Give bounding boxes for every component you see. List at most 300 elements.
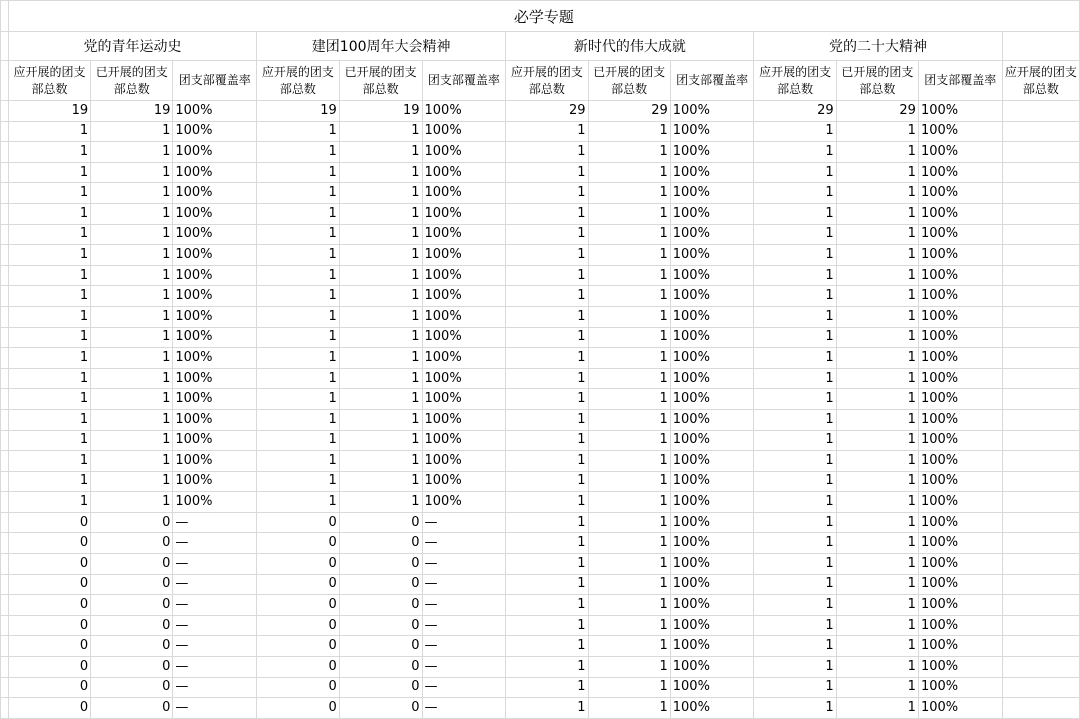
rate-cell[interactable]: 100% <box>422 327 506 348</box>
count-cell[interactable]: 1 <box>257 245 340 266</box>
count-cell[interactable]: 19 <box>257 101 340 122</box>
count-cell[interactable]: 1 <box>506 677 588 698</box>
rate-cell[interactable]: 100% <box>918 389 1002 410</box>
count-cell[interactable]: 1 <box>91 286 173 307</box>
row-gutter[interactable] <box>1 657 9 678</box>
rate-cell[interactable]: — <box>173 574 257 595</box>
group-header-cell[interactable]: 建团100周年大会精神 <box>257 32 506 61</box>
rate-cell[interactable]: 100% <box>173 327 257 348</box>
rate-cell[interactable]: 100% <box>670 595 754 616</box>
count-cell[interactable]: 0 <box>8 615 90 636</box>
empty-cell[interactable] <box>1002 245 1079 266</box>
rate-cell[interactable]: 100% <box>422 265 506 286</box>
empty-cell[interactable] <box>1002 471 1079 492</box>
row-gutter[interactable] <box>1 409 9 430</box>
count-cell[interactable]: 1 <box>588 595 670 616</box>
rate-cell[interactable]: 100% <box>918 430 1002 451</box>
row-gutter[interactable] <box>1 101 9 122</box>
rate-cell[interactable]: 100% <box>422 286 506 307</box>
count-cell[interactable]: 1 <box>754 121 836 142</box>
count-cell[interactable]: 1 <box>506 471 588 492</box>
rate-cell[interactable]: 100% <box>918 636 1002 657</box>
count-cell[interactable]: 1 <box>257 368 340 389</box>
count-cell[interactable]: 1 <box>836 595 918 616</box>
count-cell[interactable]: 1 <box>588 348 670 369</box>
count-cell[interactable]: 1 <box>836 348 918 369</box>
count-cell[interactable]: 1 <box>754 389 836 410</box>
rate-cell[interactable]: 100% <box>918 101 1002 122</box>
count-cell[interactable]: 1 <box>836 492 918 513</box>
count-cell[interactable]: 1 <box>339 142 422 163</box>
rate-cell[interactable]: — <box>422 533 506 554</box>
row-gutter[interactable] <box>1 492 9 513</box>
count-cell[interactable]: 1 <box>91 224 173 245</box>
count-cell[interactable]: 0 <box>91 636 173 657</box>
rate-cell[interactable]: 100% <box>918 409 1002 430</box>
rate-cell[interactable]: 100% <box>918 657 1002 678</box>
count-cell[interactable]: 1 <box>754 286 836 307</box>
rate-cell[interactable]: 100% <box>670 389 754 410</box>
count-cell[interactable]: 1 <box>836 698 918 719</box>
count-cell[interactable]: 1 <box>506 657 588 678</box>
empty-cell[interactable] <box>1002 615 1079 636</box>
rate-cell[interactable]: 100% <box>173 142 257 163</box>
count-cell[interactable]: 1 <box>91 348 173 369</box>
empty-cell[interactable] <box>1002 286 1079 307</box>
count-cell[interactable]: 0 <box>91 677 173 698</box>
count-cell[interactable]: 1 <box>8 245 90 266</box>
count-cell[interactable]: 0 <box>91 574 173 595</box>
rate-cell[interactable]: 100% <box>918 265 1002 286</box>
count-cell[interactable]: 1 <box>91 327 173 348</box>
row-gutter[interactable] <box>1 615 9 636</box>
count-cell[interactable]: 1 <box>257 492 340 513</box>
count-cell[interactable]: 1 <box>836 677 918 698</box>
rate-cell[interactable]: 100% <box>918 286 1002 307</box>
count-cell[interactable]: 1 <box>8 471 90 492</box>
count-cell[interactable]: 1 <box>257 142 340 163</box>
count-cell[interactable]: 1 <box>506 306 588 327</box>
empty-cell[interactable] <box>1002 368 1079 389</box>
count-cell[interactable]: 1 <box>754 554 836 575</box>
rate-cell[interactable]: 100% <box>670 574 754 595</box>
count-cell[interactable]: 1 <box>836 245 918 266</box>
count-cell[interactable]: 0 <box>8 533 90 554</box>
empty-cell[interactable] <box>1002 595 1079 616</box>
row-gutter[interactable] <box>1 306 9 327</box>
row-gutter[interactable] <box>1 1 9 32</box>
count-cell[interactable]: 1 <box>588 121 670 142</box>
row-gutter[interactable] <box>1 245 9 266</box>
col-header-rate[interactable]: 团支部覆盖率 <box>173 61 257 101</box>
row-gutter[interactable] <box>1 121 9 142</box>
count-cell[interactable]: 1 <box>588 554 670 575</box>
count-cell[interactable]: 1 <box>588 162 670 183</box>
rate-cell[interactable]: 100% <box>670 245 754 266</box>
rate-cell[interactable]: — <box>173 677 257 698</box>
count-cell[interactable]: 1 <box>339 471 422 492</box>
row-gutter[interactable] <box>1 512 9 533</box>
count-cell[interactable]: 1 <box>506 348 588 369</box>
rate-cell[interactable]: 100% <box>918 574 1002 595</box>
col-header-done[interactable]: 已开展的团支部总数 <box>91 61 173 101</box>
count-cell[interactable]: 1 <box>257 203 340 224</box>
rate-cell[interactable]: 100% <box>422 121 506 142</box>
rate-cell[interactable]: 100% <box>422 183 506 204</box>
row-gutter[interactable] <box>1 32 9 61</box>
count-cell[interactable]: 1 <box>588 430 670 451</box>
count-cell[interactable]: 1 <box>754 615 836 636</box>
count-cell[interactable]: 1 <box>754 183 836 204</box>
count-cell[interactable]: 1 <box>754 533 836 554</box>
count-cell[interactable]: 1 <box>339 245 422 266</box>
rate-cell[interactable]: — <box>422 512 506 533</box>
rate-cell[interactable]: — <box>173 636 257 657</box>
rate-cell[interactable]: 100% <box>670 636 754 657</box>
empty-cell[interactable] <box>1002 554 1079 575</box>
rate-cell[interactable]: 100% <box>173 306 257 327</box>
rate-cell[interactable]: 100% <box>173 265 257 286</box>
rate-cell[interactable]: — <box>173 554 257 575</box>
count-cell[interactable]: 1 <box>8 451 90 472</box>
row-gutter[interactable] <box>1 224 9 245</box>
empty-cell[interactable] <box>1002 224 1079 245</box>
count-cell[interactable]: 0 <box>91 533 173 554</box>
row-gutter[interactable] <box>1 368 9 389</box>
count-cell[interactable]: 1 <box>339 121 422 142</box>
count-cell[interactable]: 0 <box>91 595 173 616</box>
count-cell[interactable]: 1 <box>588 409 670 430</box>
col-header-done[interactable]: 已开展的团支部总数 <box>339 61 422 101</box>
count-cell[interactable]: 1 <box>836 162 918 183</box>
rate-cell[interactable]: 100% <box>670 183 754 204</box>
count-cell[interactable]: 0 <box>257 657 340 678</box>
count-cell[interactable]: 1 <box>8 430 90 451</box>
count-cell[interactable]: 1 <box>506 183 588 204</box>
count-cell[interactable]: 1 <box>8 327 90 348</box>
rate-cell[interactable]: 100% <box>918 121 1002 142</box>
count-cell[interactable]: 1 <box>506 224 588 245</box>
count-cell[interactable]: 0 <box>339 677 422 698</box>
count-cell[interactable]: 1 <box>8 368 90 389</box>
rate-cell[interactable]: 100% <box>670 409 754 430</box>
rate-cell[interactable]: 100% <box>918 677 1002 698</box>
rate-cell[interactable]: 100% <box>173 348 257 369</box>
empty-cell[interactable] <box>1002 698 1079 719</box>
count-cell[interactable]: 1 <box>339 265 422 286</box>
row-gutter[interactable] <box>1 389 9 410</box>
count-cell[interactable]: 1 <box>588 615 670 636</box>
top-header-cell[interactable]: 必学专题 <box>8 1 1079 32</box>
count-cell[interactable]: 0 <box>91 512 173 533</box>
rate-cell[interactable]: — <box>173 615 257 636</box>
count-cell[interactable]: 0 <box>8 636 90 657</box>
empty-cell[interactable] <box>1002 327 1079 348</box>
rate-cell[interactable]: 100% <box>670 677 754 698</box>
rate-cell[interactable]: 100% <box>670 327 754 348</box>
rate-cell[interactable]: 100% <box>670 203 754 224</box>
rate-cell[interactable]: 100% <box>422 430 506 451</box>
rate-cell[interactable]: 100% <box>173 203 257 224</box>
empty-cell[interactable] <box>1002 203 1079 224</box>
rate-cell[interactable]: 100% <box>918 368 1002 389</box>
rate-cell[interactable]: 100% <box>670 512 754 533</box>
count-cell[interactable]: 1 <box>754 636 836 657</box>
row-gutter[interactable] <box>1 142 9 163</box>
row-gutter[interactable] <box>1 183 9 204</box>
count-cell[interactable]: 29 <box>506 101 588 122</box>
col-header-should[interactable]: 应开展的团支部总数 <box>506 61 588 101</box>
count-cell[interactable]: 1 <box>836 471 918 492</box>
col-header-rate[interactable]: 团支部覆盖率 <box>670 61 754 101</box>
count-cell[interactable]: 1 <box>588 183 670 204</box>
rate-cell[interactable]: 100% <box>422 409 506 430</box>
count-cell[interactable]: 1 <box>257 348 340 369</box>
count-cell[interactable]: 1 <box>257 265 340 286</box>
rate-cell[interactable]: 100% <box>670 698 754 719</box>
rate-cell[interactable]: 100% <box>422 162 506 183</box>
empty-cell[interactable] <box>1002 409 1079 430</box>
count-cell[interactable]: 0 <box>91 698 173 719</box>
count-cell[interactable]: 1 <box>754 657 836 678</box>
count-cell[interactable]: 1 <box>754 698 836 719</box>
count-cell[interactable]: 1 <box>8 409 90 430</box>
count-cell[interactable]: 1 <box>8 348 90 369</box>
rate-cell[interactable]: 100% <box>918 142 1002 163</box>
count-cell[interactable]: 0 <box>8 595 90 616</box>
count-cell[interactable]: 0 <box>257 698 340 719</box>
row-gutter[interactable] <box>1 698 9 719</box>
count-cell[interactable]: 1 <box>836 203 918 224</box>
rate-cell[interactable]: — <box>422 657 506 678</box>
count-cell[interactable]: 1 <box>588 368 670 389</box>
row-gutter[interactable] <box>1 162 9 183</box>
count-cell[interactable]: 0 <box>8 554 90 575</box>
count-cell[interactable]: 1 <box>754 203 836 224</box>
count-cell[interactable]: 1 <box>754 224 836 245</box>
count-cell[interactable]: 1 <box>588 389 670 410</box>
rate-cell[interactable]: 100% <box>918 327 1002 348</box>
count-cell[interactable]: 1 <box>754 306 836 327</box>
count-cell[interactable]: 1 <box>588 492 670 513</box>
count-cell[interactable]: 0 <box>8 512 90 533</box>
rate-cell[interactable]: 100% <box>670 430 754 451</box>
count-cell[interactable]: 1 <box>91 492 173 513</box>
col-header-done[interactable]: 已开展的团支部总数 <box>588 61 670 101</box>
count-cell[interactable]: 1 <box>836 657 918 678</box>
count-cell[interactable]: 1 <box>754 574 836 595</box>
count-cell[interactable]: 1 <box>588 533 670 554</box>
rate-cell[interactable]: 100% <box>173 121 257 142</box>
count-cell[interactable]: 1 <box>339 183 422 204</box>
rate-cell[interactable]: 100% <box>670 554 754 575</box>
empty-cell[interactable] <box>1002 265 1079 286</box>
count-cell[interactable]: 1 <box>8 162 90 183</box>
count-cell[interactable]: 0 <box>91 615 173 636</box>
count-cell[interactable]: 1 <box>8 224 90 245</box>
count-cell[interactable]: 1 <box>506 615 588 636</box>
count-cell[interactable]: 1 <box>588 203 670 224</box>
count-cell[interactable]: 1 <box>588 574 670 595</box>
group-header-cell[interactable] <box>1002 32 1079 61</box>
rate-cell[interactable]: 100% <box>670 142 754 163</box>
rate-cell[interactable]: 100% <box>918 183 1002 204</box>
row-gutter[interactable] <box>1 286 9 307</box>
count-cell[interactable]: 1 <box>339 224 422 245</box>
rate-cell[interactable]: 100% <box>173 492 257 513</box>
count-cell[interactable]: 1 <box>506 142 588 163</box>
count-cell[interactable]: 1 <box>588 265 670 286</box>
rate-cell[interactable]: 100% <box>918 224 1002 245</box>
count-cell[interactable]: 0 <box>339 574 422 595</box>
rate-cell[interactable]: 100% <box>173 101 257 122</box>
count-cell[interactable]: 0 <box>257 574 340 595</box>
rate-cell[interactable]: 100% <box>670 224 754 245</box>
count-cell[interactable]: 0 <box>8 574 90 595</box>
count-cell[interactable]: 0 <box>257 615 340 636</box>
group-header-cell[interactable]: 党的青年运动史 <box>8 32 256 61</box>
count-cell[interactable]: 0 <box>91 554 173 575</box>
count-cell[interactable]: 1 <box>836 286 918 307</box>
count-cell[interactable]: 0 <box>8 698 90 719</box>
empty-cell[interactable] <box>1002 657 1079 678</box>
rate-cell[interactable]: 100% <box>918 512 1002 533</box>
rate-cell[interactable]: 100% <box>670 451 754 472</box>
count-cell[interactable]: 1 <box>339 430 422 451</box>
rate-cell[interactable]: 100% <box>173 286 257 307</box>
rate-cell[interactable]: 100% <box>670 615 754 636</box>
rate-cell[interactable]: 100% <box>173 471 257 492</box>
count-cell[interactable]: 1 <box>91 430 173 451</box>
row-gutter[interactable] <box>1 430 9 451</box>
count-cell[interactable]: 1 <box>339 492 422 513</box>
group-header-cell[interactable]: 新时代的伟大成就 <box>506 32 754 61</box>
count-cell[interactable]: 1 <box>8 183 90 204</box>
row-gutter[interactable] <box>1 327 9 348</box>
count-cell[interactable]: 1 <box>339 348 422 369</box>
count-cell[interactable]: 1 <box>588 698 670 719</box>
rate-cell[interactable]: 100% <box>422 492 506 513</box>
rate-cell[interactable]: 100% <box>173 451 257 472</box>
count-cell[interactable]: 1 <box>506 121 588 142</box>
count-cell[interactable]: 1 <box>754 327 836 348</box>
count-cell[interactable]: 1 <box>754 348 836 369</box>
count-cell[interactable]: 1 <box>91 471 173 492</box>
count-cell[interactable]: 1 <box>91 265 173 286</box>
count-cell[interactable]: 1 <box>339 286 422 307</box>
row-gutter[interactable] <box>1 265 9 286</box>
rate-cell[interactable]: 100% <box>670 471 754 492</box>
count-cell[interactable]: 1 <box>588 245 670 266</box>
count-cell[interactable]: 0 <box>8 657 90 678</box>
count-cell[interactable]: 0 <box>339 554 422 575</box>
count-cell[interactable]: 1 <box>257 327 340 348</box>
count-cell[interactable]: 1 <box>339 368 422 389</box>
rate-cell[interactable]: 100% <box>422 368 506 389</box>
rate-cell[interactable]: 100% <box>918 203 1002 224</box>
rate-cell[interactable]: — <box>173 698 257 719</box>
count-cell[interactable]: 1 <box>588 286 670 307</box>
rate-cell[interactable]: 100% <box>173 368 257 389</box>
rate-cell[interactable]: 100% <box>422 142 506 163</box>
count-cell[interactable]: 0 <box>257 554 340 575</box>
rate-cell[interactable]: 100% <box>173 389 257 410</box>
rate-cell[interactable]: 100% <box>422 471 506 492</box>
rate-cell[interactable]: 100% <box>422 451 506 472</box>
count-cell[interactable]: 1 <box>754 368 836 389</box>
count-cell[interactable]: 1 <box>8 306 90 327</box>
count-cell[interactable]: 1 <box>257 121 340 142</box>
count-cell[interactable]: 1 <box>836 409 918 430</box>
count-cell[interactable]: 1 <box>257 430 340 451</box>
count-cell[interactable]: 1 <box>754 451 836 472</box>
rate-cell[interactable]: 100% <box>670 121 754 142</box>
rate-cell[interactable]: — <box>422 574 506 595</box>
row-gutter[interactable] <box>1 348 9 369</box>
count-cell[interactable]: 1 <box>8 286 90 307</box>
rate-cell[interactable]: 100% <box>422 224 506 245</box>
count-cell[interactable]: 1 <box>257 306 340 327</box>
row-gutter[interactable] <box>1 677 9 698</box>
col-header-should[interactable]: 应开展的团支部总数 <box>8 61 90 101</box>
rate-cell[interactable]: — <box>173 595 257 616</box>
rate-cell[interactable]: 100% <box>422 203 506 224</box>
count-cell[interactable]: 19 <box>91 101 173 122</box>
col-header-should[interactable]: 应开展的团支部总数 <box>257 61 340 101</box>
count-cell[interactable]: 1 <box>257 162 340 183</box>
rate-cell[interactable]: — <box>422 677 506 698</box>
empty-cell[interactable] <box>1002 677 1079 698</box>
rate-cell[interactable]: 100% <box>173 245 257 266</box>
rate-cell[interactable]: 100% <box>670 657 754 678</box>
count-cell[interactable]: 1 <box>588 636 670 657</box>
rate-cell[interactable]: 100% <box>918 554 1002 575</box>
count-cell[interactable]: 0 <box>8 677 90 698</box>
count-cell[interactable]: 1 <box>91 183 173 204</box>
rate-cell[interactable]: 100% <box>173 430 257 451</box>
count-cell[interactable]: 1 <box>588 224 670 245</box>
count-cell[interactable]: 1 <box>506 430 588 451</box>
count-cell[interactable]: 1 <box>836 327 918 348</box>
count-cell[interactable]: 1 <box>339 162 422 183</box>
rate-cell[interactable]: 100% <box>918 451 1002 472</box>
count-cell[interactable]: 1 <box>506 512 588 533</box>
count-cell[interactable]: 1 <box>8 265 90 286</box>
count-cell[interactable]: 1 <box>506 492 588 513</box>
rate-cell[interactable]: 100% <box>918 245 1002 266</box>
count-cell[interactable]: 1 <box>257 286 340 307</box>
count-cell[interactable]: 1 <box>754 512 836 533</box>
count-cell[interactable]: 1 <box>754 162 836 183</box>
count-cell[interactable]: 1 <box>506 327 588 348</box>
count-cell[interactable]: 1 <box>588 512 670 533</box>
rate-cell[interactable]: 100% <box>173 183 257 204</box>
count-cell[interactable]: 0 <box>257 636 340 657</box>
empty-cell[interactable] <box>1002 101 1079 122</box>
empty-cell[interactable] <box>1002 451 1079 472</box>
count-cell[interactable]: 29 <box>588 101 670 122</box>
row-gutter[interactable] <box>1 203 9 224</box>
count-cell[interactable]: 1 <box>8 142 90 163</box>
count-cell[interactable]: 1 <box>754 245 836 266</box>
empty-cell[interactable] <box>1002 162 1079 183</box>
count-cell[interactable]: 1 <box>91 162 173 183</box>
empty-cell[interactable] <box>1002 121 1079 142</box>
count-cell[interactable]: 1 <box>754 595 836 616</box>
count-cell[interactable]: 0 <box>339 698 422 719</box>
count-cell[interactable]: 1 <box>754 409 836 430</box>
count-cell[interactable]: 0 <box>91 657 173 678</box>
